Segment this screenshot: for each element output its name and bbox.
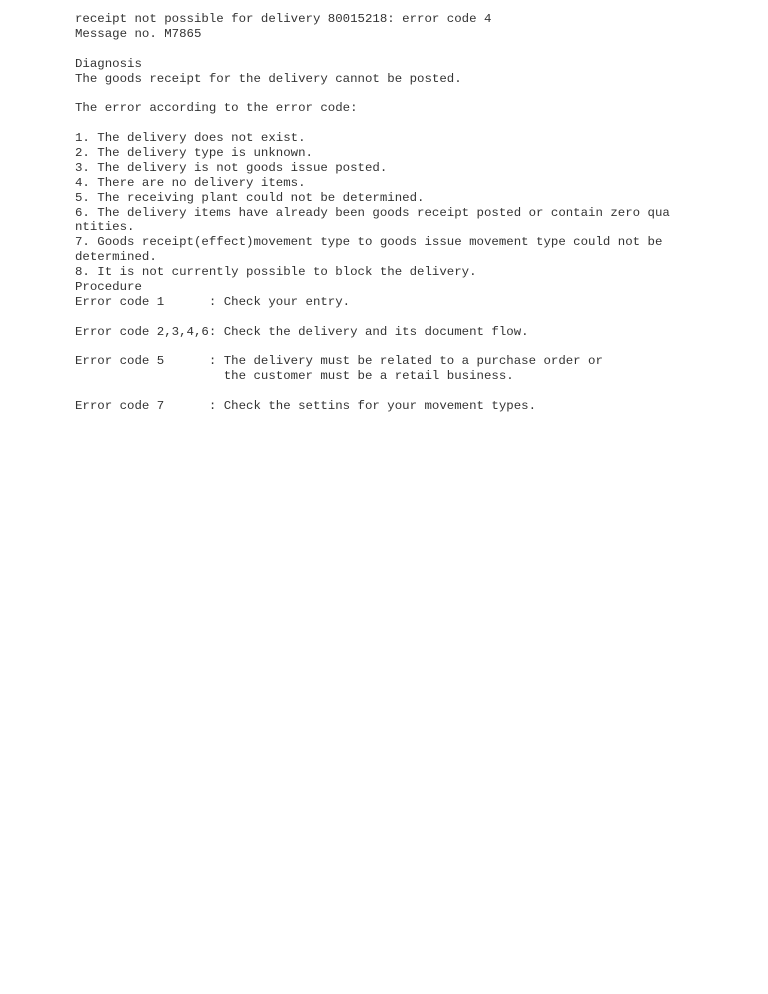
blank-line — [75, 42, 755, 57]
error-item-4: 4. There are no delivery items. — [75, 175, 306, 190]
error-item-2: 2. The delivery type is unknown. — [75, 146, 313, 161]
error-item-3: 3. The delivery is not goods issue posted. — [75, 160, 388, 175]
blank-line — [75, 340, 755, 355]
procedure-code-1: Error code 1 : Check your entry. — [75, 294, 351, 309]
error-item-6-cont: ntities. — [75, 220, 135, 235]
error-item-7-cont: determined. — [75, 250, 157, 265]
message-title: receipt not possible for delivery 80015218: error code 4 — [75, 12, 492, 26]
procedure-heading: Procedure — [75, 280, 142, 295]
blank-line — [75, 116, 755, 131]
procedure-code-5-cont: the customer must be a retail business. — [75, 369, 514, 384]
error-item-7: 7. Goods receipt(effect)movement type to goods issue movement type could not be — [75, 235, 663, 250]
error-item-8: 8. It is not currently possible to block the delivery. — [75, 265, 477, 280]
procedure-code-7: Error code 7 : Check the settins for your movement types. — [75, 399, 537, 414]
blank-line — [75, 384, 755, 399]
diagnosis-heading: Diagnosis — [75, 56, 142, 71]
error-item-5: 5. The receiving plant could not be determined. — [75, 190, 425, 205]
error-intro: The error according to the error code: — [75, 101, 358, 116]
error-item-1: 1. The delivery does not exist. — [75, 131, 306, 146]
procedure-code-5: Error code 5 : The delivery must be related to a purchase order or — [75, 354, 603, 369]
blank-line — [75, 86, 755, 101]
diagnosis-text: The goods receipt for the delivery cannot be posted. — [75, 71, 462, 86]
message-document — [75, 12, 755, 414]
blank-line — [75, 310, 755, 325]
procedure-code-2346: Error code 2,3,4,6: Check the delivery and its document flow. — [75, 324, 529, 339]
error-item-6: 6. The delivery items have already been goods receipt posted or contain zero qua — [75, 205, 670, 220]
message-number: Message no. M7865 — [75, 26, 202, 41]
